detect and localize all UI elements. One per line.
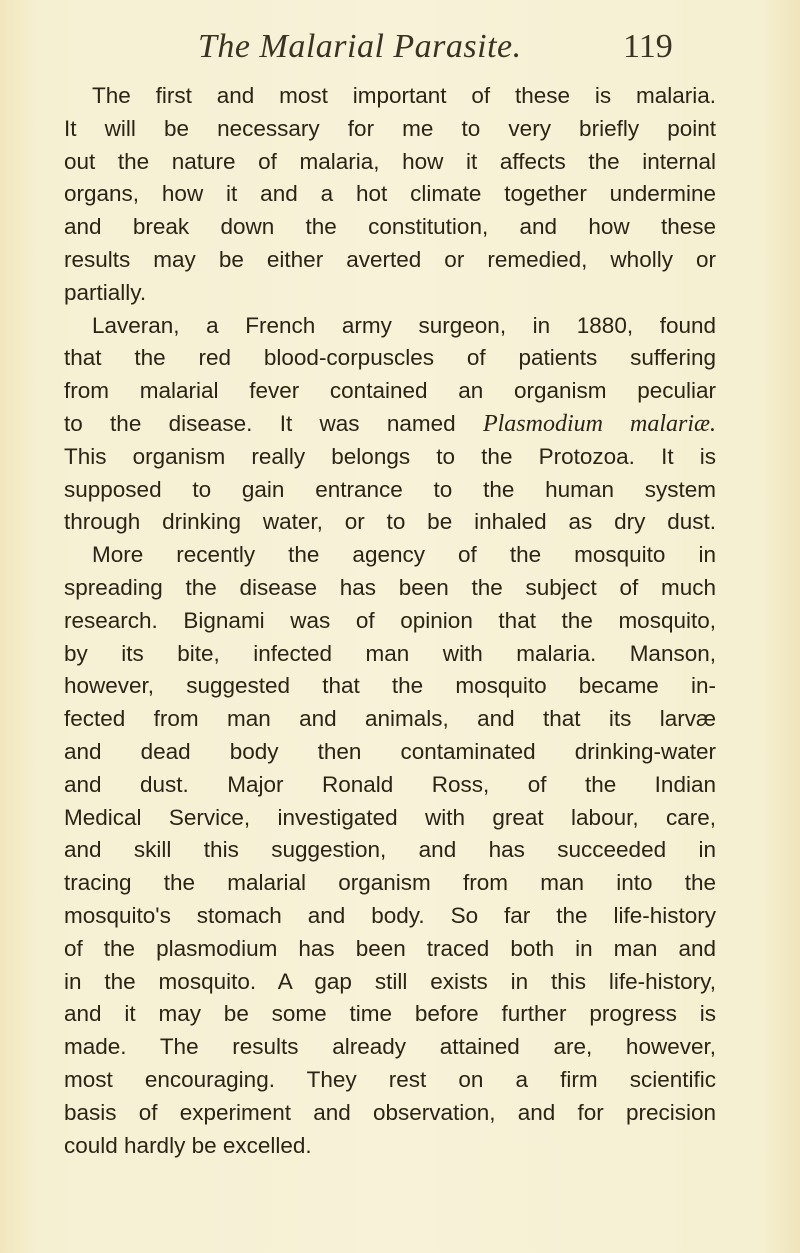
text-line: and it may be some time before further progress is [64, 1001, 716, 1027]
text-line-with-italic [64, 408, 716, 441]
text-line: More recently the agency of the mosquito in [92, 542, 716, 568]
text-line: however, suggested that the mosquito became in- [64, 673, 716, 699]
text-line: of the plasmodium has been traced both in man and [64, 935, 716, 961]
body-text [64, 80, 716, 1162]
text-line: basis of experiment and observation, and for precision [64, 1099, 716, 1125]
text-line: out the nature of malaria, how it affects the internal [64, 148, 716, 174]
text-line: partially. [64, 279, 147, 305]
chapter-title: The Malarial Parasite. [198, 28, 522, 65]
text-line: from malarial fever contained an organism peculiar [64, 378, 716, 404]
text-line: could hardly be excelled. [64, 1132, 312, 1158]
page-number: 119 [623, 28, 673, 65]
text-line: most encouraging. They rest on a firm scientific [64, 1066, 716, 1092]
species-name: Plasmodium malariæ. [482, 410, 716, 437]
text-line: and break down the constitution, and how these [64, 214, 716, 240]
text-line: spreading the disease has been the subject of much [64, 574, 716, 600]
text-line: through drinking water, or to be inhaled as dry dust. [64, 509, 716, 535]
text-line: fected from man and animals, and that its larvæ [64, 706, 716, 732]
text-line: mosquito's stomach and body. So far the life-history [64, 902, 716, 928]
text-line: results may be either averted or remedied, wholly or [64, 246, 716, 272]
text-line: made. The results already attained are, however, [64, 1034, 716, 1060]
text-line: and dead body then contaminated drinking-water [64, 738, 716, 764]
text-line: It will be necessary for me to very briefly point [64, 115, 716, 141]
text-line: Medical Service, investigated with great labour, care, [64, 804, 716, 830]
text-line: research. Bignami was of opinion that the mosquito, [64, 607, 716, 633]
text-line: in the mosquito. A gap still exists in this life-history, [64, 968, 716, 994]
text-line: that the red blood-corpuscles of patients suffering [64, 345, 716, 371]
text-line: by its bite, infected man with malaria. Manson, [64, 640, 716, 666]
text-span: to the disease. It was named [64, 410, 483, 436]
text-line: and skill this suggestion, and has succeeded in [64, 837, 716, 863]
text-line: and dust. Major Ronald Ross, of the Indian [64, 771, 716, 797]
text-line: This organism really belongs to the Protozoa. It is [64, 443, 716, 469]
text-line: organs, how it and a hot climate together undermine [64, 181, 716, 207]
text-line: supposed to gain entrance to the human system [64, 476, 716, 502]
text-line: Laveran, a French army surgeon, in 1880, found [92, 312, 716, 338]
running-head [198, 28, 718, 78]
text-line: The first and most important of these is malaria. [92, 83, 716, 108]
text-line: tracing the malarial organism from man into the [64, 870, 716, 896]
